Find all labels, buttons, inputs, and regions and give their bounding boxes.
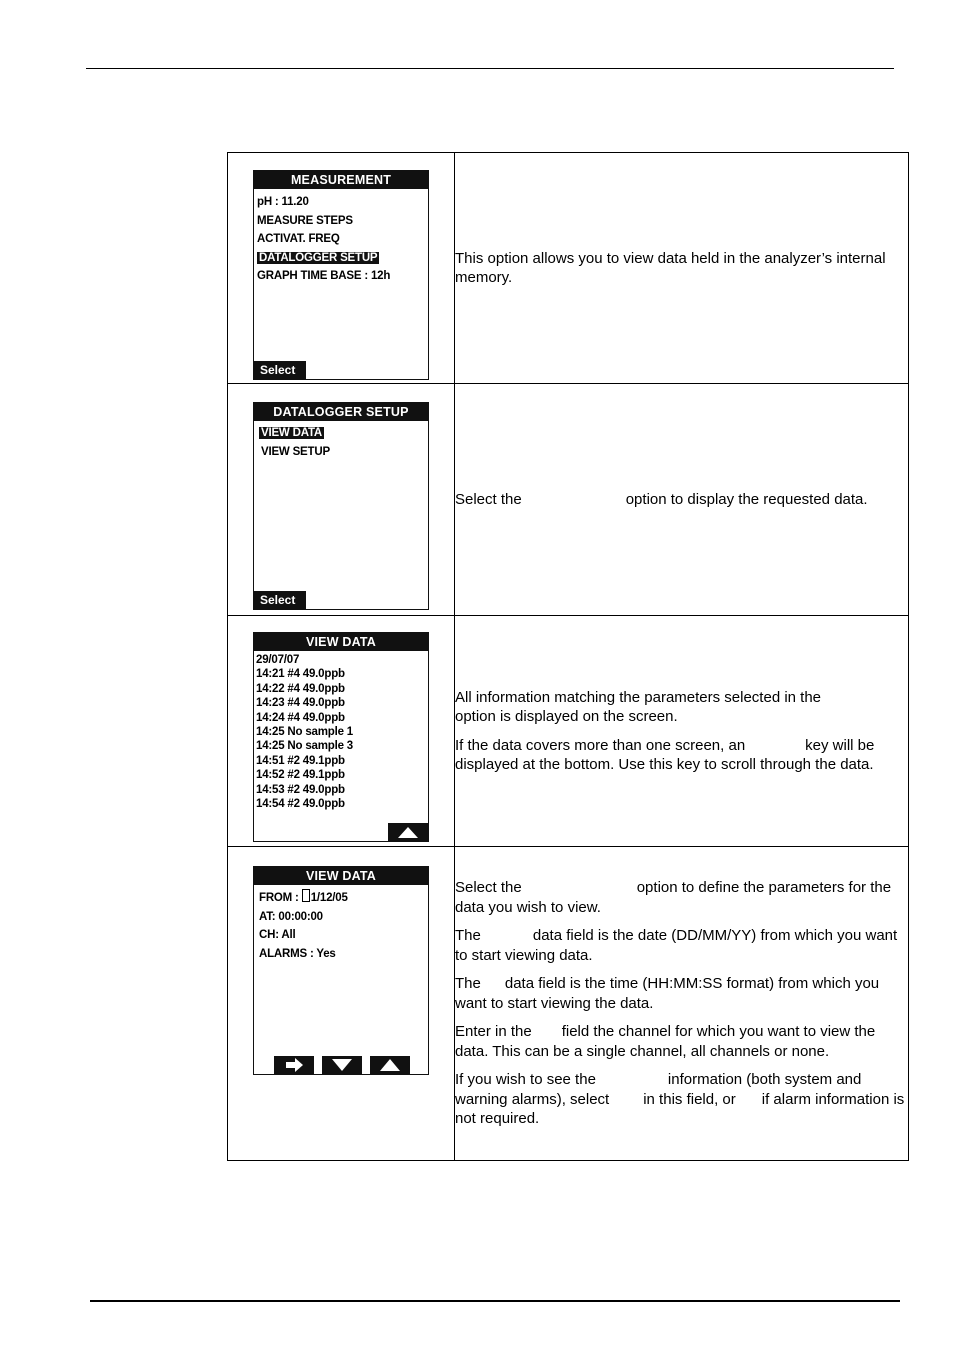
screen-title: DATALOGGER SETUP <box>254 403 428 421</box>
screen-cell <box>228 384 455 616</box>
up-arrow-icon <box>370 1056 410 1074</box>
scroll-down-key[interactable] <box>322 1056 362 1074</box>
table-row <box>228 153 909 384</box>
description-text: The data field is the time (HH:MM:SS format) from which you want to start viewing the data. <box>455 975 880 1012</box>
highlighted-item: VIEW DATA <box>261 427 323 439</box>
description-text: This option allows you to view data held in the analyzer’s internal memory. <box>455 249 886 286</box>
table-row <box>228 384 909 616</box>
description-text: The data field is the date (DD/MM/YY) from which you want to start viewing data. <box>455 927 898 964</box>
data-record: 14:21 #4 49.0ppb <box>256 668 345 681</box>
procedure-table <box>227 152 909 1161</box>
at-field[interactable]: AT: 00:00:00 <box>259 910 323 923</box>
ch-field[interactable]: CH: All <box>259 929 296 941</box>
data-record: 14:54 #2 49.0ppb <box>256 797 345 810</box>
header-rule <box>86 68 894 69</box>
measurement-screen <box>253 170 429 380</box>
screen-cell <box>228 847 455 1161</box>
datalogger-setup-screen <box>253 402 429 610</box>
menu-item-view-data[interactable] <box>254 424 428 443</box>
data-record: 14:51 #2 49.1ppb <box>256 754 345 767</box>
menu-item-ph[interactable]: pH : 11.20 <box>257 196 309 208</box>
description-text: Enter in the field the channel for which you want to view the data. This can be a single channel, all channels or none. <box>455 1023 876 1060</box>
description-text: Select the option to display the requested data. <box>455 490 868 508</box>
menu-item-measure-steps[interactable]: MEASURE STEPS <box>257 214 353 227</box>
screen-title: MEASUREMENT <box>254 171 428 189</box>
description-cell <box>455 616 909 847</box>
highlighted-item: DATALOGGER SETUP <box>259 251 378 264</box>
from-field[interactable]: FROM : 1/12/05 <box>254 889 428 908</box>
right-arrow-icon <box>274 1056 314 1074</box>
menu-item-graph-time-base[interactable]: GRAPH TIME BASE : 12h <box>257 270 391 282</box>
data-record: 14:22 #4 49.0ppb <box>256 682 345 695</box>
menu-item-datalogger-setup[interactable] <box>254 249 428 268</box>
select-softkey[interactable]: Select <box>254 361 306 379</box>
data-record: 14:53 #2 49.0ppb <box>256 783 345 796</box>
table-row <box>228 847 909 1161</box>
menu-item-activat-freq[interactable]: ACTIVAT. FREQ <box>257 233 340 245</box>
description-text: Select the option to define the parameters for the data you wish to view. <box>455 879 892 916</box>
data-record: 14:24 #4 49.0ppb <box>256 711 345 724</box>
screen-title: VIEW DATA <box>254 633 428 651</box>
description-text: If you wish to see the information (both system and warning alarms), select in this field, or if alarm information is not required. <box>455 1071 905 1128</box>
description-cell <box>455 153 909 384</box>
cursor-icon <box>302 889 310 902</box>
down-arrow-icon <box>322 1056 362 1074</box>
menu-item-view-setup[interactable]: VIEW SETUP <box>261 445 330 458</box>
scroll-up-key[interactable] <box>388 823 428 841</box>
description-cell <box>455 384 909 616</box>
data-record: 14:52 #2 49.1ppb <box>256 769 345 782</box>
view-data-setup-screen <box>253 866 429 1075</box>
description-cell <box>455 847 909 1161</box>
data-record: 14:25 No sample 1 <box>256 725 353 738</box>
description-text: If the data covers more than one screen, an key will be displayed at the bottom. Use this key to scroll through the data. <box>455 736 875 773</box>
data-record: 14:25 No sample 3 <box>256 740 353 753</box>
data-date: 29/07/07 <box>256 654 300 666</box>
next-field-key[interactable] <box>274 1056 314 1074</box>
screen-title: VIEW DATA <box>254 867 428 885</box>
screen-cell <box>228 616 455 847</box>
view-data-list-screen <box>253 632 429 842</box>
screen-cell <box>228 153 455 384</box>
table-row <box>228 616 909 847</box>
data-record: 14:23 #4 49.0ppb <box>256 697 345 710</box>
scroll-up-key[interactable] <box>370 1056 410 1074</box>
footer-rule <box>90 1300 900 1302</box>
up-arrow-icon <box>388 823 428 841</box>
description-text: All information matching the parameters selected in theoption is displayed on the screen. <box>455 688 822 725</box>
alarms-field[interactable]: ALARMS : Yes <box>259 947 336 960</box>
select-softkey[interactable]: Select <box>254 591 306 609</box>
